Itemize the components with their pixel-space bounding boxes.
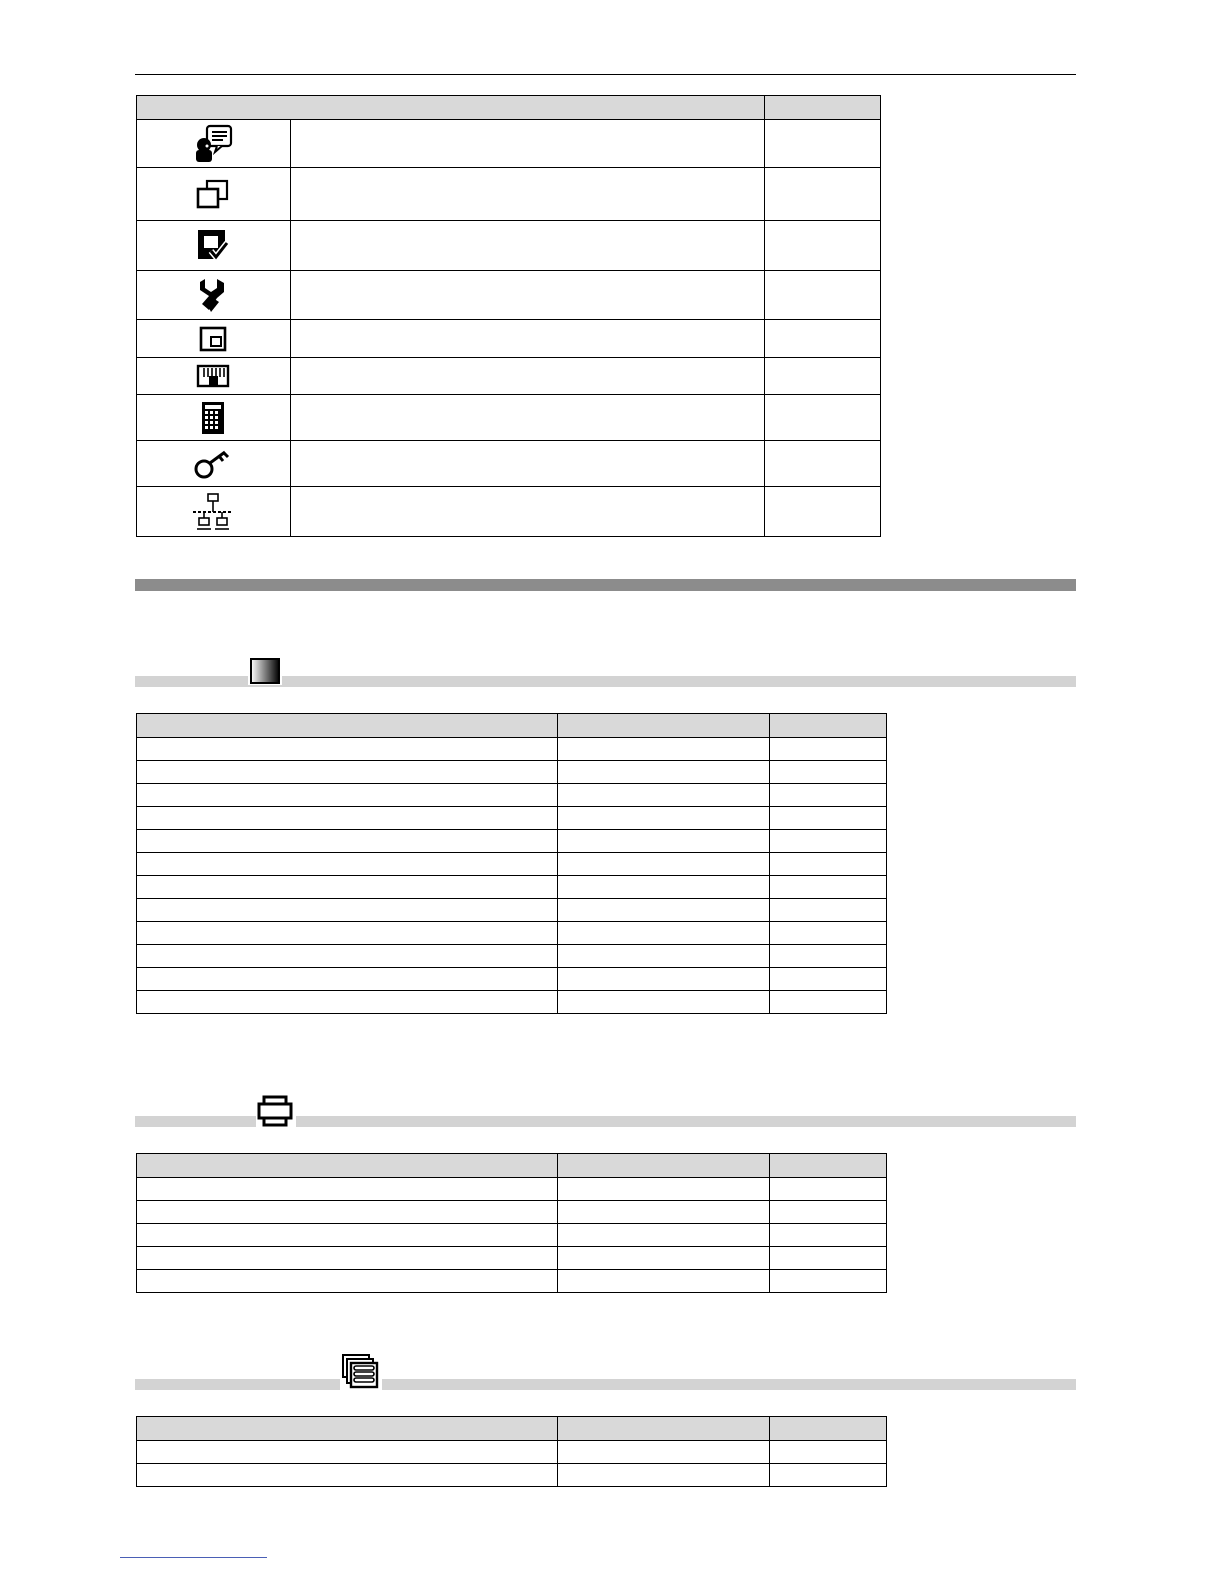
table-row [137, 738, 887, 761]
table-row [137, 1224, 887, 1247]
advanced-menu-stack-icon [340, 1352, 382, 1390]
menu-desc [290, 441, 765, 487]
table-row [137, 1178, 887, 1201]
table-row [137, 945, 887, 968]
key-icon [137, 441, 291, 487]
table-row [137, 761, 887, 784]
table-header [137, 1154, 887, 1178]
menu-desc [290, 221, 765, 271]
table-row [137, 853, 887, 876]
menu-desc [290, 487, 765, 537]
menu-page [765, 320, 881, 358]
table-row [137, 1247, 887, 1270]
table-row [137, 120, 881, 168]
table-row [137, 876, 887, 899]
link-underline[interactable] [120, 1557, 267, 1558]
table-row [137, 922, 887, 945]
settings-table-1 [136, 713, 887, 1014]
table-header [137, 1417, 887, 1441]
table-row [137, 807, 887, 830]
menu-desc [290, 395, 765, 441]
menu-page [765, 221, 881, 271]
top-rule [135, 74, 1076, 75]
picture-in-picture-icon [137, 320, 291, 358]
menu-page [765, 441, 881, 487]
table-row [137, 968, 887, 991]
settings-table-2 [136, 1153, 887, 1293]
table-row [137, 1464, 887, 1487]
table-row [137, 1201, 887, 1224]
table-row [137, 441, 881, 487]
menu-page [765, 487, 881, 537]
position-frame-icon [256, 1094, 296, 1128]
table-row [137, 487, 881, 537]
multi-window-icon [137, 358, 291, 395]
menu-icon-table [136, 95, 881, 537]
table-row [137, 830, 887, 853]
network-icon [137, 487, 291, 537]
table-row [137, 271, 881, 320]
menu-page [765, 358, 881, 395]
speech-bubble-person-icon [137, 120, 291, 168]
menu-page [765, 395, 881, 441]
table-row [137, 320, 881, 358]
settings-table-3 [136, 1416, 887, 1487]
picture-gradient-icon [248, 657, 282, 685]
wrench-icon [137, 271, 291, 320]
menu-header-page [765, 96, 881, 120]
table-header [137, 714, 887, 738]
table-row [137, 1270, 887, 1293]
table-row [137, 784, 887, 807]
menu-table-header [137, 96, 881, 120]
subsection-bar [135, 1379, 1076, 1390]
table-row [137, 395, 881, 441]
menu-page [765, 271, 881, 320]
menu-desc [290, 271, 765, 320]
table-row [137, 221, 881, 271]
menu-desc [290, 358, 765, 395]
menu-page [765, 120, 881, 168]
table-row [137, 1441, 887, 1464]
menu-desc [290, 168, 765, 221]
table-row [137, 358, 881, 395]
overlapping-squares-icon [137, 168, 291, 221]
grid-panel-icon [137, 395, 291, 441]
menu-page [765, 168, 881, 221]
menu-header-item [137, 96, 765, 120]
menu-desc [290, 320, 765, 358]
section-divider [135, 579, 1076, 591]
menu-desc [290, 120, 765, 168]
table-row [137, 168, 881, 221]
table-row [137, 991, 887, 1014]
table-row [137, 899, 887, 922]
screen-checkmark-icon [137, 221, 291, 271]
